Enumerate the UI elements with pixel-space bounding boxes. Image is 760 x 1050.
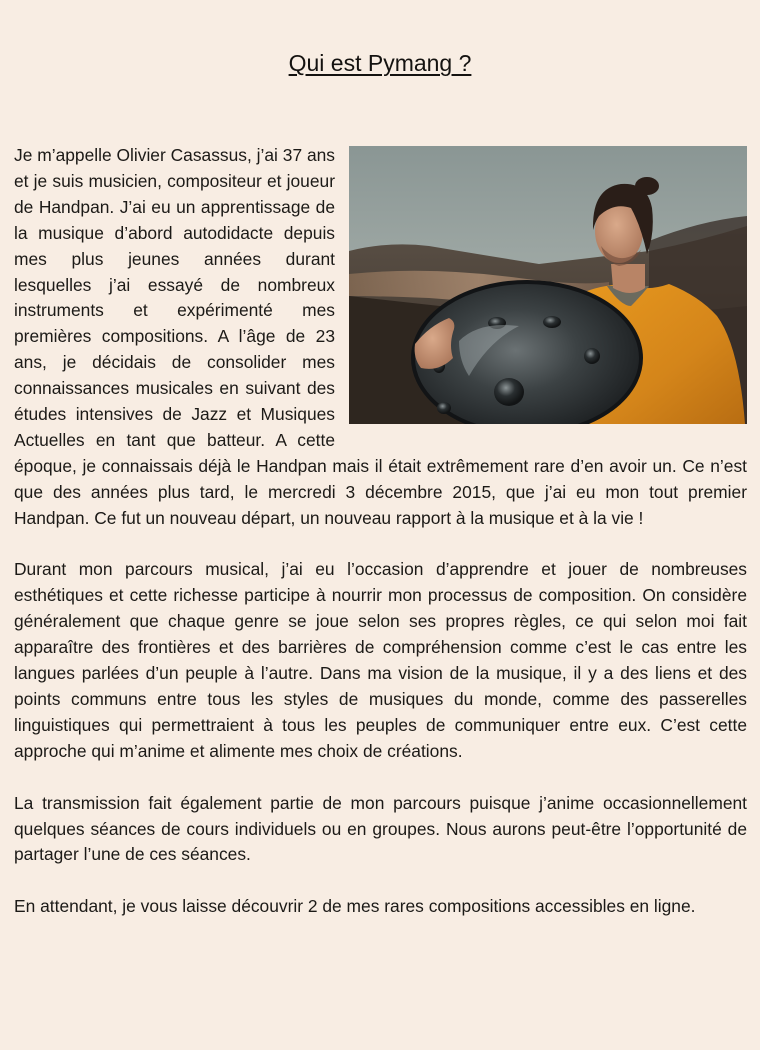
paragraph-musical-journey: Durant mon parcours musical, j’ai eu l’occasion d’apprendre et jouer de nombreuses esthétiques et cette richesse participe à nourrir mon processus de composition. On considère généralement que chaque genre se joue selon ses propres règles, ce qui selon moi fait apparaître des frontières et des barrières de compréhension comme c’est le cas entre les langues parlées d’un peuple à l’autre. Dans ma vision de la musique, il y a des liens et des points communs entre tous les styles de musiques du monde, comme des passerelles linguistiques qui permettraient à tous les peuples de communiquer entre eux. C’est cette approche qui m’anime et alimente mes choix de créations.: [14, 559, 747, 761]
paragraph-intro: Je m’appelle Olivier Casassus, j’ai 37 ans et je suis musicien, compositeur et joueur de Handpan. J’ai eu un apprentissage de la musique d’abord autodidacte depuis mes plus jeunes années durant lesquelles j’ai essayé de nombreux instruments et expérimenté mes premières compositions. A l’âge de 23 ans, je décidais de consolider mes connaissances musicales en suivant des études intensives de Jazz et Musiques Actuelles en tant que batteur. A cette époque, je connaissais déjà le Handpan mais il était extrêmement rare d’en avoir un. Ce n’est que des années plus tard, le mercredi 3 décembre 2015, que j’ai eu mon tout premier Handpan. Ce fut un nouveau départ, un nouveau rapport à la musique et à la vie !: [14, 145, 747, 528]
artist-photo: [349, 146, 747, 424]
page-title: Qui est Pymang ?: [288, 50, 472, 76]
handpan-portrait-image: [349, 146, 747, 424]
paragraph-compositions: En attendant, je vous laisse découvrir 2 de mes rares compositions accessibles en ligne.: [14, 896, 696, 917]
paragraph-transmission: La transmission fait également partie de mon parcours puisque j’anime occasionnellement quelques séances de cours individuels ou en groupes. Nous aurons peut-être l’opportunité de partager l’une de ces séances.: [14, 792, 747, 865]
biography-content: [14, 143, 747, 946]
